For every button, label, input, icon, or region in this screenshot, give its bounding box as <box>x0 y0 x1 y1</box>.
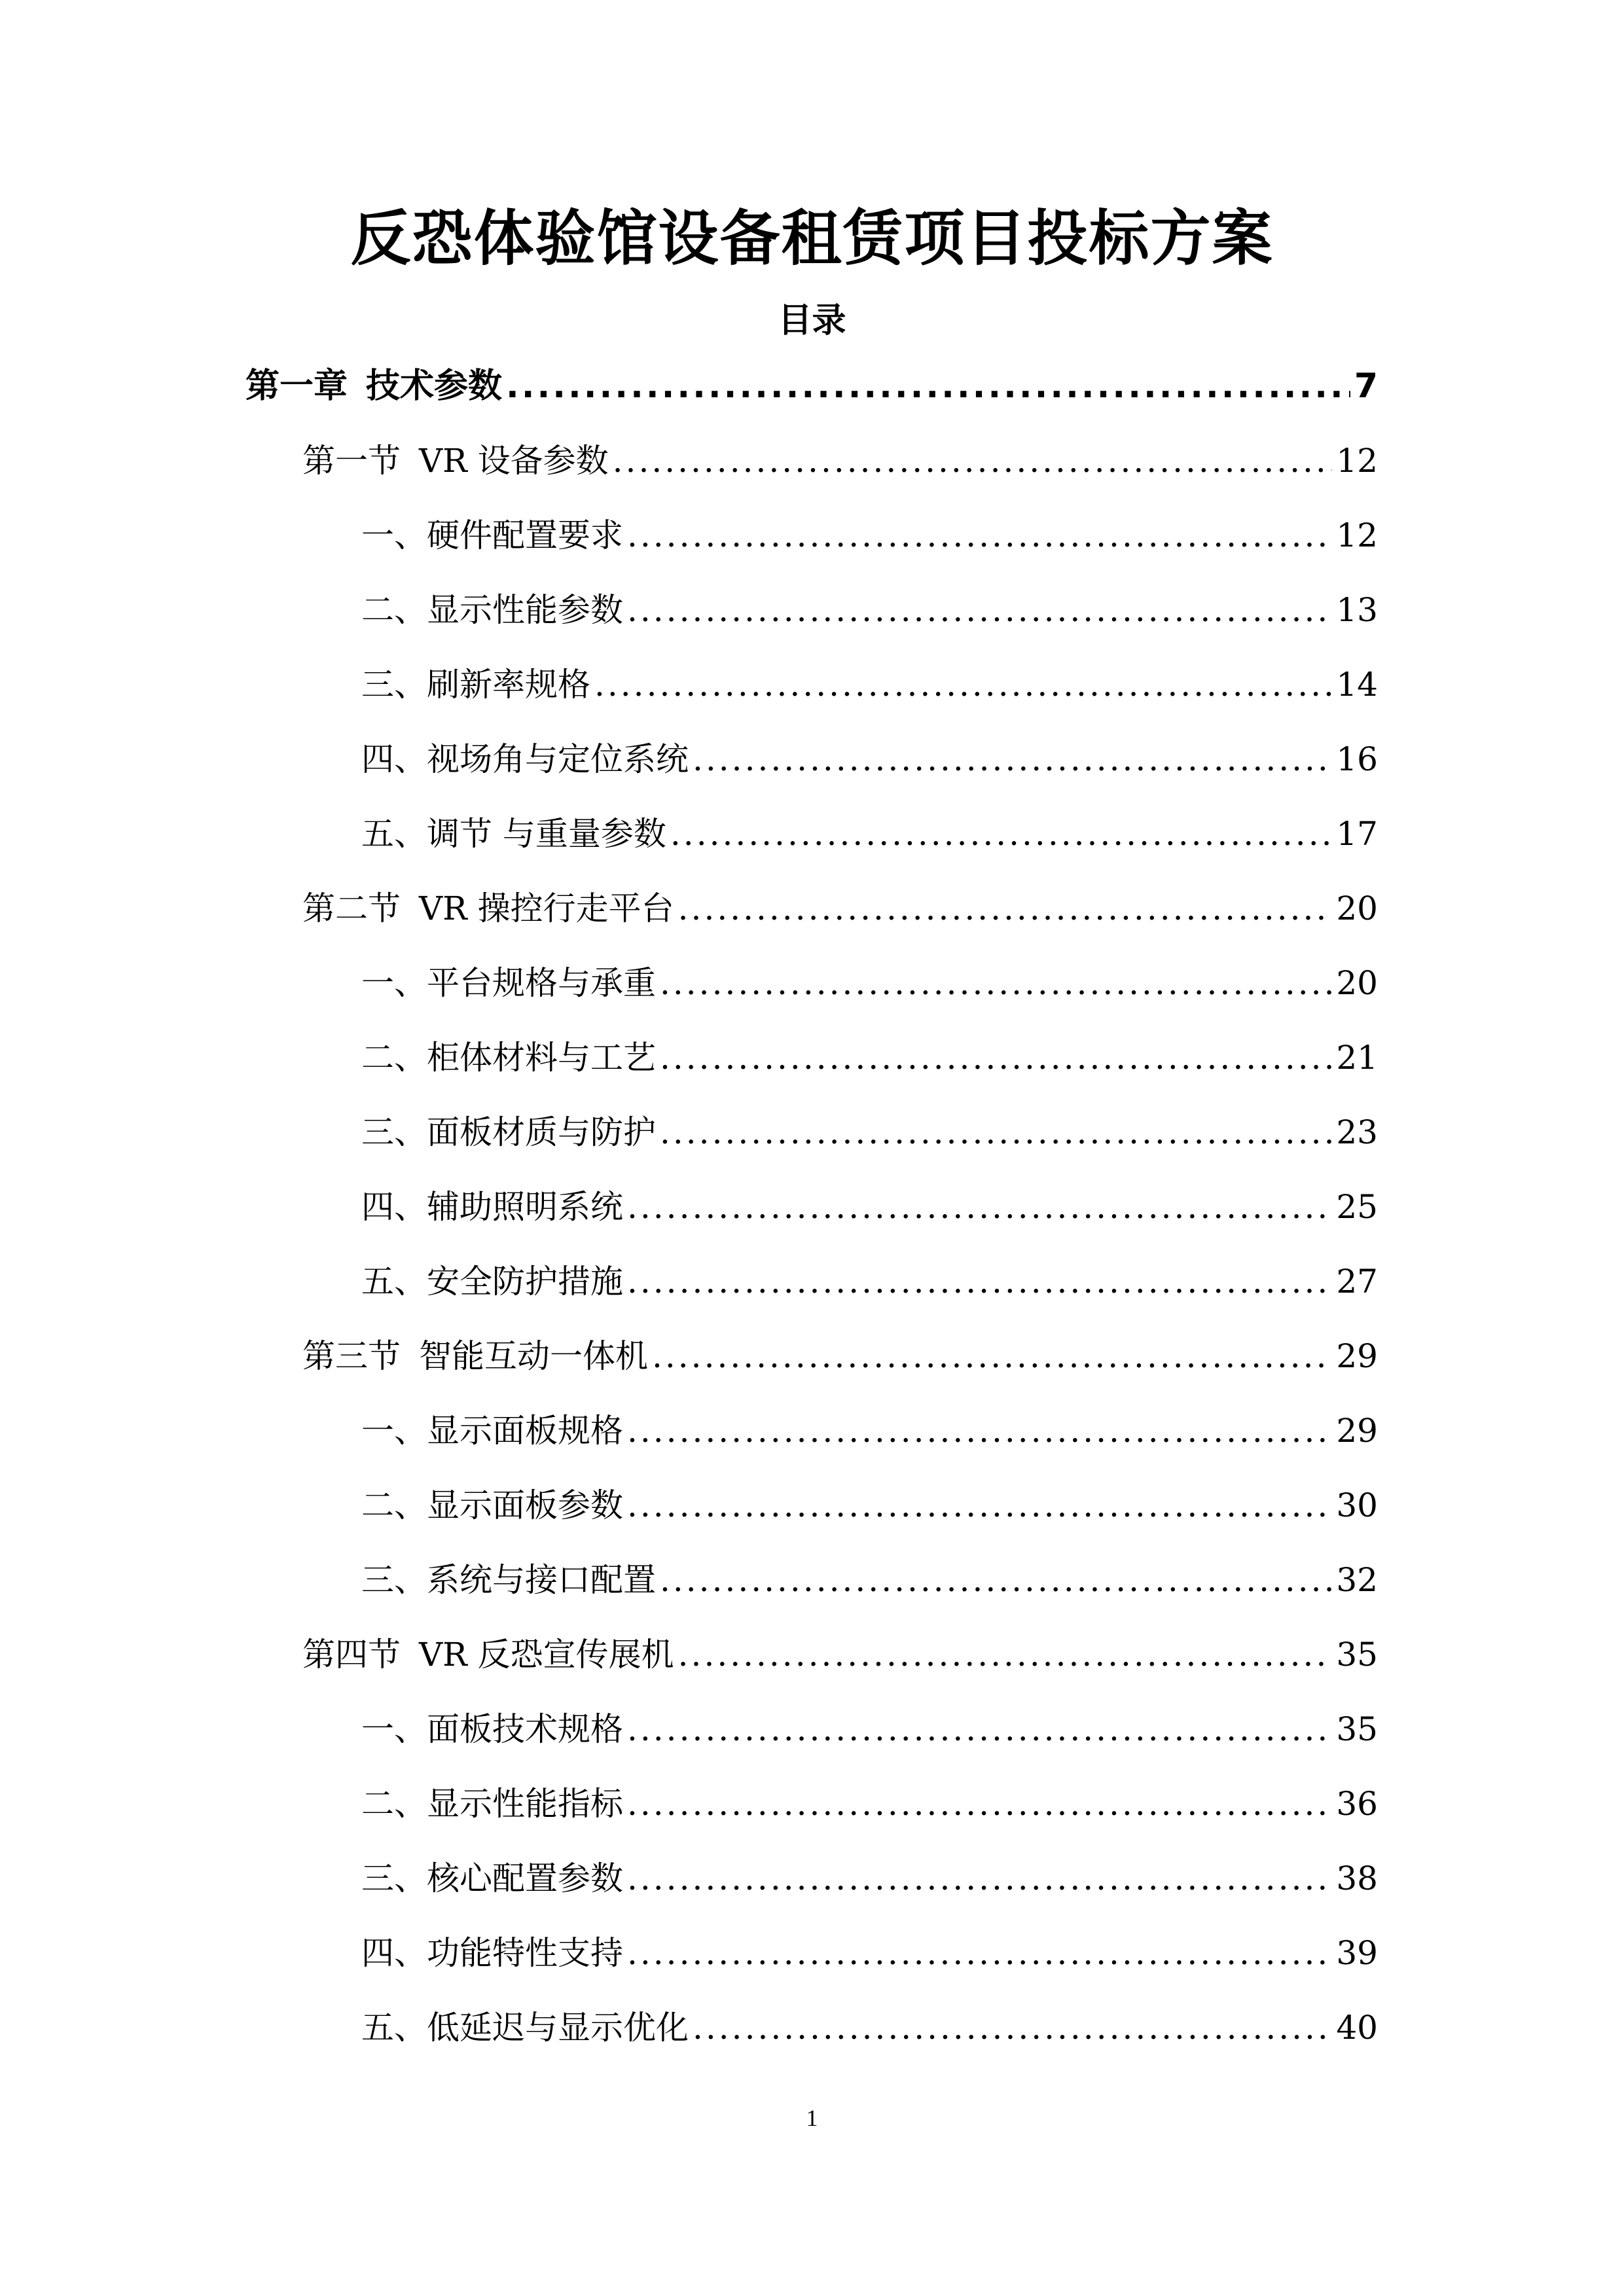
toc-entry-page: 29 <box>1336 1412 1378 1450</box>
toc-entry-text: 柜体材料与工艺 <box>427 1039 656 1077</box>
toc-entry-subsection[interactable] <box>361 1252 1378 1311</box>
toc-entry-number: 二、 <box>361 1486 427 1524</box>
toc-leader-dots <box>652 1327 1332 1386</box>
toc-entry-subsection[interactable] <box>361 1700 1378 1759</box>
toc-entry-text: 调节 与重量参数 <box>427 815 666 853</box>
toc-entry-text: 技术参数 <box>366 367 503 406</box>
toc-entry-number: 四、 <box>361 740 427 778</box>
toc-entry-subsection[interactable] <box>361 655 1378 714</box>
toc-entry-text: 显示性能参数 <box>427 591 623 629</box>
toc-entry-subsection[interactable] <box>361 954 1378 1013</box>
toc-entry-page: 20 <box>1336 889 1378 927</box>
toc-entry-subsection[interactable] <box>361 804 1378 863</box>
toc-entry-page: 39 <box>1336 1934 1378 1972</box>
toc-leader-dots <box>660 954 1332 1013</box>
toc-entry-text: 核心配置参数 <box>427 1859 623 1897</box>
toc-entry-number: 一、 <box>361 1412 427 1450</box>
toc-entry-subsection[interactable] <box>361 1849 1378 1908</box>
toc-entry-subsection[interactable] <box>361 1177 1378 1236</box>
toc-entry-subsection[interactable] <box>361 1774 1378 1833</box>
toc-entry-text: 硬件配置要求 <box>427 516 623 554</box>
toc-heading: 目录 <box>778 301 846 340</box>
toc-entry-text: 智能互动一体机 <box>419 1337 648 1375</box>
toc-leader-dots <box>627 1924 1332 1982</box>
toc-entry-number: 第一节 <box>302 442 401 480</box>
toc-leader-dots <box>627 1177 1332 1236</box>
toc-entry-subsection[interactable] <box>361 1924 1378 1982</box>
toc-entry-text: 系统与接口配置 <box>427 1561 656 1599</box>
toc-entry-number: 五、 <box>361 2009 427 2047</box>
toc-entry-section[interactable] <box>302 879 1378 938</box>
toc-leader-dots <box>627 1252 1332 1311</box>
toc-entry-subsection[interactable] <box>361 730 1378 789</box>
toc-entry-subsection[interactable] <box>361 1551 1378 1609</box>
toc-entry-number: 一、 <box>361 516 427 554</box>
toc-entry-text: 面板技术规格 <box>427 1710 623 1748</box>
toc-entry-text: 辅助照明系统 <box>427 1188 623 1226</box>
toc-leader-dots <box>627 1476 1332 1535</box>
toc-entry-page: 16 <box>1336 740 1378 778</box>
toc-leader-dots <box>627 581 1332 639</box>
toc-leader-dots <box>613 431 1333 490</box>
toc-entry-text: 安全防护措施 <box>427 1263 623 1300</box>
toc-leader-dots <box>678 1625 1333 1684</box>
toc-entry-page: 14 <box>1336 666 1378 704</box>
toc-entry-page: 35 <box>1336 1636 1378 1674</box>
toc-entry-subsection[interactable] <box>361 506 1378 565</box>
toc-entry-number: 四、 <box>361 1934 427 1972</box>
toc-entry-page: 25 <box>1336 1188 1378 1226</box>
toc-entry-text: 面板材质与防护 <box>427 1113 656 1151</box>
toc-entry-page: 27 <box>1336 1263 1378 1300</box>
toc-entry-number: 第二节 <box>302 889 401 927</box>
toc-entry-subsection[interactable] <box>361 1998 1378 2057</box>
page-number: 1 <box>806 2105 818 2131</box>
toc-entry-section[interactable] <box>302 1625 1378 1684</box>
toc-entry-text: 平台规格与承重 <box>427 964 656 1002</box>
toc-entry-number: 三、 <box>361 1859 427 1897</box>
toc-entry-number: 二、 <box>361 591 427 629</box>
toc-entry-text: 功能特性支持 <box>427 1934 623 1972</box>
toc-entry-subsection[interactable] <box>361 1028 1378 1087</box>
toc-entry-page: 7 <box>1354 367 1378 406</box>
toc-entry-text: 显示性能指标 <box>427 1785 623 1823</box>
toc-entry-number: 三、 <box>361 1561 427 1599</box>
toc-leader-dots <box>670 804 1332 863</box>
toc-entry-subsection[interactable] <box>361 1476 1378 1535</box>
toc-entry-page: 20 <box>1336 964 1378 1002</box>
toc-entry-text: VR 设备参数 <box>419 442 609 480</box>
toc-entry-subsection[interactable] <box>361 581 1378 639</box>
toc-leader-dots <box>506 357 1350 416</box>
document-title: 反恐体验馆设备租赁项目投标方案 <box>350 204 1274 274</box>
toc-entry-page: 13 <box>1336 591 1378 629</box>
toc-entry-number: 一、 <box>361 964 427 1002</box>
toc-entry-number: 第三节 <box>302 1337 401 1375</box>
toc-entry-number: 五、 <box>361 815 427 853</box>
toc-leader-dots <box>693 1998 1332 2057</box>
toc-entry-page: 32 <box>1336 1561 1378 1599</box>
toc-entry-section[interactable] <box>302 431 1378 490</box>
toc-entry-number: 三、 <box>361 1113 427 1151</box>
toc-entry-text: 显示面板规格 <box>427 1412 623 1450</box>
toc-entry-number: 四、 <box>361 1188 427 1226</box>
toc-leader-dots <box>660 1551 1332 1609</box>
toc-leader-dots <box>594 655 1332 714</box>
toc-entry-page: 12 <box>1336 516 1378 554</box>
toc-entry-number: 二、 <box>361 1785 427 1823</box>
toc-entry-text: 视场角与定位系统 <box>427 740 689 778</box>
toc-entry-number: 第四节 <box>302 1636 401 1674</box>
toc-entry-page: 29 <box>1336 1337 1378 1375</box>
toc-entry-page: 21 <box>1336 1039 1378 1077</box>
toc-leader-dots <box>627 506 1332 565</box>
toc-entry-page: 40 <box>1336 2009 1378 2047</box>
toc-entry-text: VR 操控行走平台 <box>419 889 674 927</box>
toc-entry-chapter[interactable] <box>245 357 1378 416</box>
toc-entry-text: 低延迟与显示优化 <box>427 2009 689 2047</box>
toc-leader-dots <box>660 1028 1332 1087</box>
toc-entry-page: 17 <box>1336 815 1378 853</box>
toc-leader-dots <box>627 1774 1332 1833</box>
toc-leader-dots <box>627 1849 1332 1908</box>
toc-entry-number: 五、 <box>361 1263 427 1300</box>
toc-entry-number: 二、 <box>361 1039 427 1077</box>
toc-entry-section[interactable] <box>302 1327 1378 1386</box>
toc-entry-text: 刷新率规格 <box>427 666 590 704</box>
toc-entry-subsection[interactable] <box>361 1401 1378 1460</box>
toc-entry-number: 一、 <box>361 1710 427 1748</box>
toc-entry-page: 35 <box>1336 1710 1378 1748</box>
toc-entry-page: 36 <box>1336 1785 1378 1823</box>
toc-leader-dots <box>660 1103 1332 1162</box>
toc-entry-page: 30 <box>1336 1486 1378 1524</box>
toc-entry-subsection[interactable] <box>361 1103 1378 1162</box>
toc-leader-dots <box>678 879 1333 938</box>
toc-entry-number: 第一章 <box>245 367 348 406</box>
toc-entry-number: 三、 <box>361 666 427 704</box>
toc-entry-text: 显示面板参数 <box>427 1486 623 1524</box>
toc-leader-dots <box>627 1401 1332 1460</box>
toc-entry-page: 23 <box>1336 1113 1378 1151</box>
toc-entry-page: 38 <box>1336 1859 1378 1897</box>
toc-leader-dots <box>627 1700 1332 1759</box>
toc-entry-text: VR 反恐宣传展机 <box>419 1636 674 1674</box>
toc-entry-page: 12 <box>1336 442 1378 480</box>
toc-leader-dots <box>693 730 1332 789</box>
